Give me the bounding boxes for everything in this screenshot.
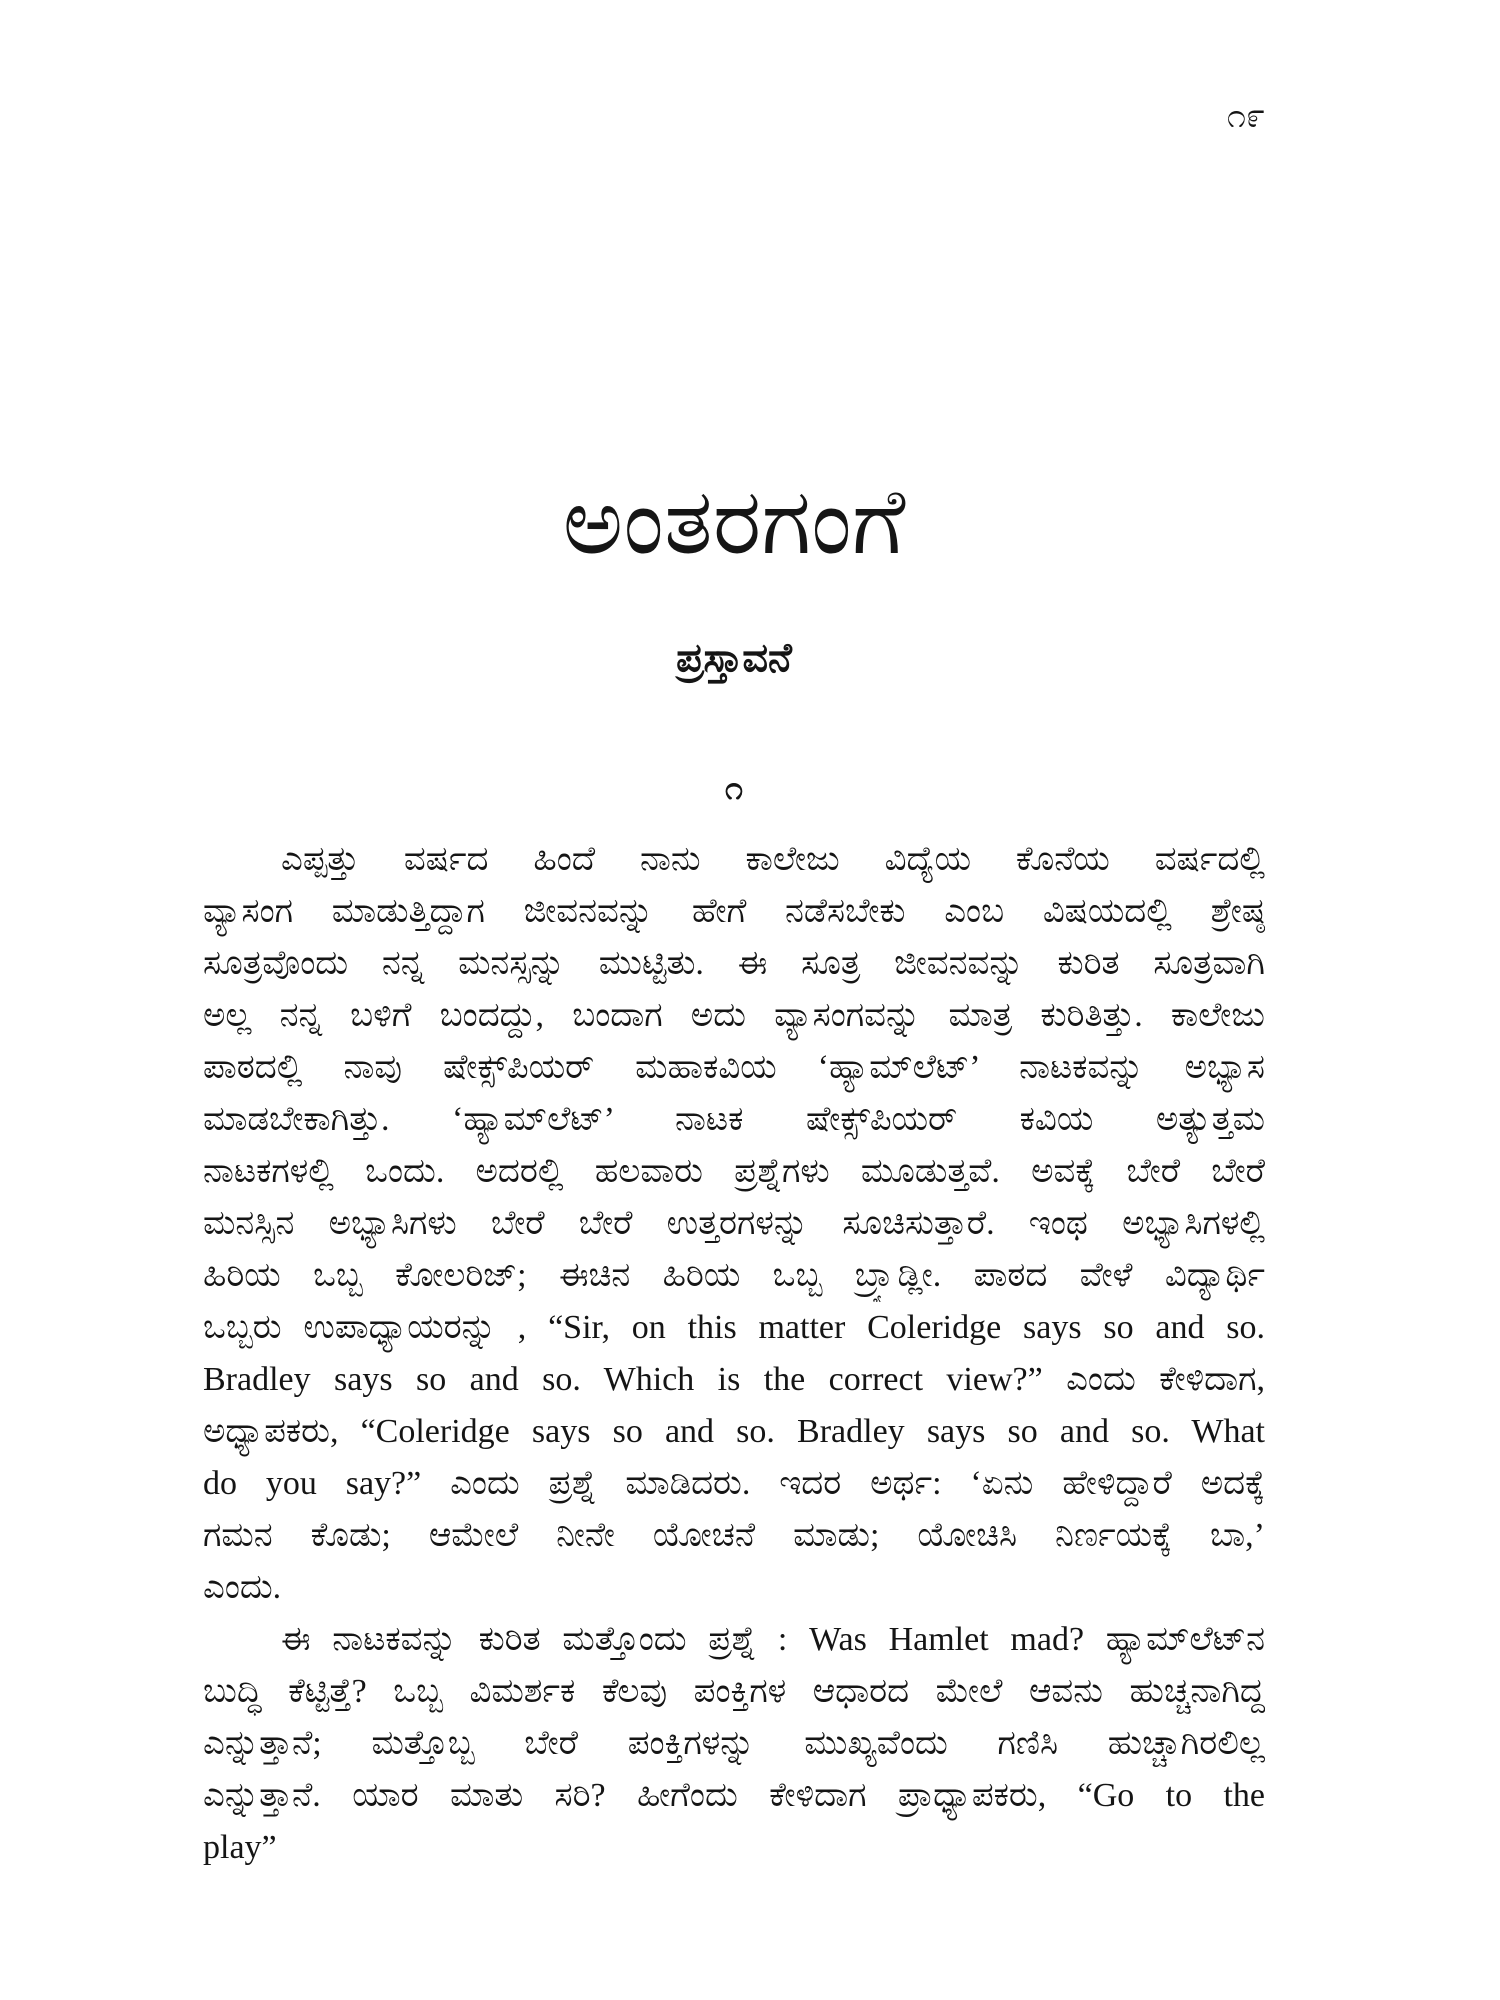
text-line: ಎನ್ನುತ್ತಾನೆ; ಮತ್ತೊಬ್ಬ ಬೇರೆ ಪಂಕ್ತಿಗಳನ್ನು ಮುಖ್ಯವೆಂದು ಗಣಿಸಿ ಹುಚ್ಚಾಗಿರಲಿಲ್ಲ <box>203 1725 1265 1762</box>
paragraph <box>203 834 1265 1614</box>
text-line: ಗಮನ ಕೊಡು; ಆಮೇಲೆ ನೀನೇ ಯೋಚನೆ ಮಾಡು; ಯೋಚಿಸಿ ನಿರ್ಣಯಕ್ಕೆ ಬಾ,’ <box>203 1517 1265 1554</box>
text-line: play” <box>203 1829 277 1866</box>
text-line: Bradley says so and so. Which is the correct view?” ಎಂದು ಕೇಳಿದಾಗ, <box>203 1361 1265 1398</box>
body-text <box>203 834 1265 1874</box>
text-line: ಅಧ್ಯಾಪಕರು, “Coleridge says so and so. Bradley says so and so. What <box>203 1413 1265 1450</box>
text-line: ಈ ನಾಟಕವನ್ನು ಕುರಿತ ಮತ್ತೊಂದು ಪ್ರಶ್ನೆ : Was Hamlet mad? ಹ್ಯಾಮ್‌ಲೆಟ್‌ನ <box>281 1621 1265 1658</box>
text-line: ನಾಟಕಗಳಲ್ಲಿ ಒಂದು. ಅದರಲ್ಲಿ ಹಲವಾರು ಪ್ರಶ್ನೆಗಳು ಮೂಡುತ್ತವೆ. ಅವಕ್ಕೆ ಬೇರೆ ಬೇರೆ <box>203 1153 1265 1190</box>
text-line: ಬುದ್ಧಿ ಕೆಟ್ಟಿತ್ತೆ? ಒಬ್ಬ ವಿಮರ್ಶಕ ಕೆಲವು ಪಂಕ್ತಿಗಳ ಆಧಾರದ ಮೇಲೆ ಆವನು ಹುಚ್ಚನಾಗಿದ್ದ <box>203 1673 1265 1710</box>
section-number: ೧ <box>725 769 743 807</box>
page-number: ೧೯ <box>1226 96 1265 136</box>
text-line: ಎನ್ನುತ್ತಾನೆ. ಯಾರ ಮಾತು ಸರಿ? ಹೀಗೆಂದು ಕೇಳಿದಾಗ ಪ್ರಾಧ್ಯಾಪಕರು, “Go to the <box>203 1777 1265 1814</box>
text-line: ಒಬ್ಬರು ಉಪಾಧ್ಯಾಯರನ್ನು , “Sir, on this matter Coleridge says so and so. <box>203 1309 1265 1346</box>
text-line: ಮಾಡಬೇಕಾಗಿತ್ತು. ‘ಹ್ಯಾಮ್‌ಲೆಟ್’ ನಾಟಕ ಷೇಕ್ಸ್‌ಪಿಯರ್ ಕವಿಯ ಅತ್ಯುತ್ತಮ <box>203 1101 1265 1138</box>
text-line: ಎಪ್ಪತ್ತು ವರ್ಷದ ಹಿಂದೆ ನಾನು ಕಾಲೇಜು ವಿದ್ಯೆಯ ಕೊನೆಯ ವರ್ಷದಲ್ಲಿ <box>281 841 1265 878</box>
text-line: ಅಲ್ಲ ನನ್ನ ಬಳಿಗೆ ಬಂದದ್ದು, ಬಂದಾಗ ಅದು ವ್ಯಾಸಂಗವನ್ನು ಮಾತ್ರ ಕುರಿತಿತ್ತು. ಕಾಲೇಜು <box>203 997 1265 1034</box>
text-line: do you say?” ಎಂದು ಪ್ರಶ್ನೆ ಮಾಡಿದರು. ಇದರ ಅರ್ಥ: ‘ಏನು ಹೇಳಿದ್ದಾರೆ ಅದಕ್ಕೆ <box>203 1465 1265 1502</box>
text-line: ವ್ಯಾಸಂಗ ಮಾಡುತ್ತಿದ್ದಾಗ ಜೀವನವನ್ನು ಹೇಗೆ ನಡೆಸಬೇಕು ಎಂಬ ವಿಷಯದಲ್ಲಿ ಶ್ರೇಷ್ಠ <box>203 893 1265 930</box>
text-line: ಪಾಠದಲ್ಲಿ ನಾವು ಷೇಕ್ಸ್‌ಪಿಯರ್ ಮಹಾಕವಿಯ ‘ಹ್ಯಾಮ್‌ಲೆಟ್’ ನಾಟಕವನ್ನು ಅಭ್ಯಾಸ <box>203 1049 1265 1086</box>
text-line: ಹಿರಿಯ ಒಬ್ಬ ಕೋಲರಿಜ್; ಈಚಿನ ಹಿರಿಯ ಒಬ್ಬ ಬ್ರ್ಯಾಡ್ಲೀ. ಪಾಠದ ವೇಳೆ ವಿದ್ಯಾರ್ಥಿ <box>203 1257 1265 1294</box>
paragraph <box>203 1614 1265 1874</box>
text-line: ಸೂತ್ರವೊಂದು ನನ್ನ ಮನಸ್ಸನ್ನು ಮುಟ್ಟಿತು. ಈ ಸೂತ್ರ ಜೀವನವನ್ನು ಕುರಿತ ಸೂತ್ರವಾಗಿ <box>203 945 1265 982</box>
section-title: ಪ್ರಸ್ತಾವನೆ <box>676 635 792 681</box>
text-line: ಎಂದು. <box>203 1569 282 1606</box>
text-line: ಮನಸ್ಸಿನ ಅಭ್ಯಾಸಿಗಳು ಬೇರೆ ಬೇರೆ ಉತ್ತರಗಳನ್ನು ಸೂಚಿಸುತ್ತಾರೆ. ಇಂಥ ಅಭ್ಯಾಸಿಗಳಲ್ಲಿ <box>203 1205 1265 1242</box>
book-title: ಅಂತರಗಂಗೆ <box>562 468 906 575</box>
